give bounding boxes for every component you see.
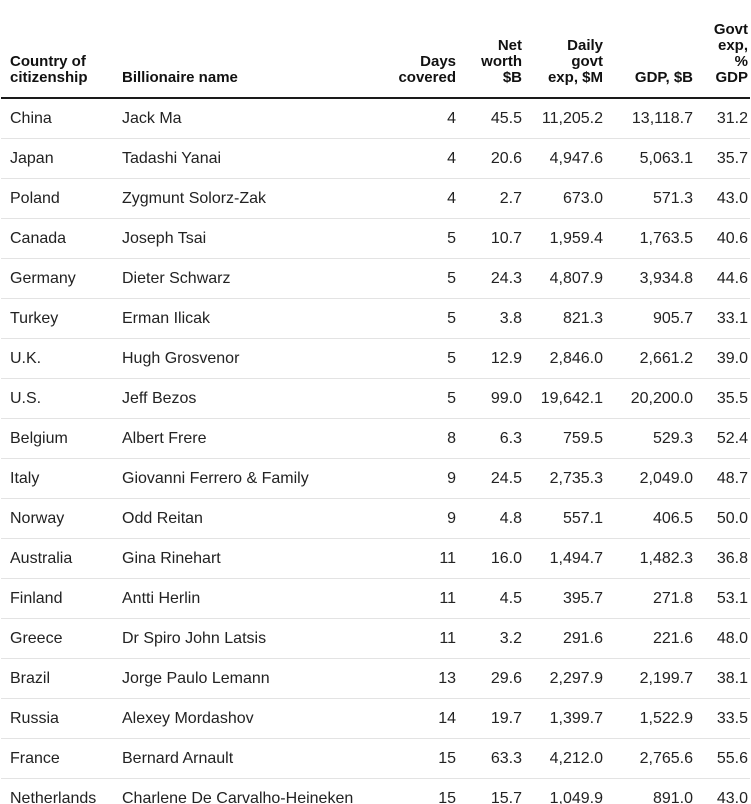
header-row [1, 0, 750, 98]
cell-govt-exp-pct-gdp: 48.0 [697, 619, 750, 659]
cell-govt-exp-pct-gdp: 55.6 [697, 739, 750, 779]
table-row [1, 739, 750, 779]
table-body [1, 98, 750, 804]
cell-billionaire-name: Giovanni Ferrero & Family [113, 459, 386, 499]
cell-govt-exp-pct-gdp: 43.0 [697, 779, 750, 804]
cell-net-worth: 99.0 [460, 379, 526, 419]
header-billionaire-name: Billionaire name [113, 0, 386, 98]
cell-billionaire-name: Hugh Grosvenor [113, 339, 386, 379]
cell-daily-govt-exp: 4,807.9 [526, 259, 607, 299]
cell-country: U.K. [1, 339, 113, 379]
cell-net-worth: 10.7 [460, 219, 526, 259]
table-row [1, 539, 750, 579]
cell-country: Belgium [1, 419, 113, 459]
cell-daily-govt-exp: 2,846.0 [526, 339, 607, 379]
cell-govt-exp-pct-gdp: 44.6 [697, 259, 750, 299]
cell-gdp: 271.8 [607, 579, 697, 619]
cell-gdp: 5,063.1 [607, 139, 697, 179]
cell-net-worth: 24.3 [460, 259, 526, 299]
cell-billionaire-name: Jeff Bezos [113, 379, 386, 419]
cell-country: Japan [1, 139, 113, 179]
cell-govt-exp-pct-gdp: 33.5 [697, 699, 750, 739]
cell-days-covered: 5 [386, 339, 460, 379]
table-row [1, 299, 750, 339]
cell-daily-govt-exp: 4,212.0 [526, 739, 607, 779]
cell-days-covered: 4 [386, 139, 460, 179]
cell-days-covered: 11 [386, 619, 460, 659]
header-country: Country of citizenship [1, 0, 113, 98]
cell-billionaire-name: Joseph Tsai [113, 219, 386, 259]
table-row [1, 179, 750, 219]
header-govt-exp-pct-gdp: Govt exp, % GDP [697, 0, 750, 98]
cell-billionaire-name: Erman Ilicak [113, 299, 386, 339]
cell-govt-exp-pct-gdp: 43.0 [697, 179, 750, 219]
cell-days-covered: 11 [386, 539, 460, 579]
cell-govt-exp-pct-gdp: 33.1 [697, 299, 750, 339]
cell-gdp: 2,199.7 [607, 659, 697, 699]
cell-gdp: 2,661.2 [607, 339, 697, 379]
cell-billionaire-name: Albert Frere [113, 419, 386, 459]
cell-gdp: 891.0 [607, 779, 697, 804]
cell-days-covered: 14 [386, 699, 460, 739]
cell-days-covered: 5 [386, 299, 460, 339]
cell-days-covered: 8 [386, 419, 460, 459]
cell-days-covered: 9 [386, 499, 460, 539]
cell-gdp: 1,482.3 [607, 539, 697, 579]
cell-daily-govt-exp: 1,959.4 [526, 219, 607, 259]
table-row [1, 419, 750, 459]
cell-net-worth: 6.3 [460, 419, 526, 459]
cell-daily-govt-exp: 1,049.9 [526, 779, 607, 804]
cell-net-worth: 4.5 [460, 579, 526, 619]
cell-gdp: 13,118.7 [607, 98, 697, 139]
table-row [1, 579, 750, 619]
cell-country: Turkey [1, 299, 113, 339]
cell-country: Canada [1, 219, 113, 259]
cell-net-worth: 19.7 [460, 699, 526, 739]
cell-gdp: 3,934.8 [607, 259, 697, 299]
cell-net-worth: 2.7 [460, 179, 526, 219]
cell-net-worth: 16.0 [460, 539, 526, 579]
cell-gdp: 20,200.0 [607, 379, 697, 419]
cell-daily-govt-exp: 557.1 [526, 499, 607, 539]
cell-govt-exp-pct-gdp: 35.5 [697, 379, 750, 419]
table-row [1, 699, 750, 739]
cell-daily-govt-exp: 19,642.1 [526, 379, 607, 419]
header-gdp: GDP, $B [607, 0, 697, 98]
cell-country: Greece [1, 619, 113, 659]
cell-daily-govt-exp: 395.7 [526, 579, 607, 619]
cell-days-covered: 5 [386, 379, 460, 419]
table-row [1, 98, 750, 139]
cell-net-worth: 45.5 [460, 98, 526, 139]
cell-country: Russia [1, 699, 113, 739]
cell-daily-govt-exp: 1,494.7 [526, 539, 607, 579]
cell-days-covered: 4 [386, 179, 460, 219]
cell-daily-govt-exp: 1,399.7 [526, 699, 607, 739]
cell-days-covered: 9 [386, 459, 460, 499]
cell-country: Germany [1, 259, 113, 299]
cell-country: Netherlands [1, 779, 113, 804]
cell-days-covered: 15 [386, 739, 460, 779]
cell-net-worth: 63.3 [460, 739, 526, 779]
cell-govt-exp-pct-gdp: 40.6 [697, 219, 750, 259]
cell-daily-govt-exp: 11,205.2 [526, 98, 607, 139]
cell-days-covered: 5 [386, 259, 460, 299]
cell-billionaire-name: Odd Reitan [113, 499, 386, 539]
cell-country: Italy [1, 459, 113, 499]
cell-gdp: 529.3 [607, 419, 697, 459]
cell-country: China [1, 98, 113, 139]
table-row [1, 379, 750, 419]
table-row [1, 259, 750, 299]
cell-net-worth: 3.2 [460, 619, 526, 659]
cell-gdp: 571.3 [607, 179, 697, 219]
billionaire-table [1, 0, 750, 804]
cell-govt-exp-pct-gdp: 36.8 [697, 539, 750, 579]
cell-billionaire-name: Jorge Paulo Lemann [113, 659, 386, 699]
cell-gdp: 1,522.9 [607, 699, 697, 739]
cell-net-worth: 20.6 [460, 139, 526, 179]
cell-billionaire-name: Dr Spiro John Latsis [113, 619, 386, 659]
cell-country: U.S. [1, 379, 113, 419]
table-header [1, 0, 750, 98]
cell-gdp: 2,049.0 [607, 459, 697, 499]
cell-net-worth: 24.5 [460, 459, 526, 499]
cell-daily-govt-exp: 759.5 [526, 419, 607, 459]
cell-net-worth: 29.6 [460, 659, 526, 699]
cell-daily-govt-exp: 2,735.3 [526, 459, 607, 499]
cell-net-worth: 3.8 [460, 299, 526, 339]
cell-govt-exp-pct-gdp: 52.4 [697, 419, 750, 459]
cell-days-covered: 4 [386, 98, 460, 139]
cell-gdp: 1,763.5 [607, 219, 697, 259]
cell-country: Brazil [1, 659, 113, 699]
header-daily-govt-exp: Daily govt exp, $M [526, 0, 607, 98]
table-row [1, 139, 750, 179]
cell-billionaire-name: Dieter Schwarz [113, 259, 386, 299]
cell-daily-govt-exp: 2,297.9 [526, 659, 607, 699]
cell-days-covered: 5 [386, 219, 460, 259]
cell-days-covered: 15 [386, 779, 460, 804]
cell-days-covered: 13 [386, 659, 460, 699]
cell-govt-exp-pct-gdp: 35.7 [697, 139, 750, 179]
cell-country: Poland [1, 179, 113, 219]
cell-billionaire-name: Antti Herlin [113, 579, 386, 619]
cell-billionaire-name: Charlene De Carvalho-Heineken [113, 779, 386, 804]
cell-govt-exp-pct-gdp: 53.1 [697, 579, 750, 619]
table-row [1, 459, 750, 499]
header-days-covered: Days covered [386, 0, 460, 98]
cell-govt-exp-pct-gdp: 38.1 [697, 659, 750, 699]
table-row [1, 499, 750, 539]
cell-govt-exp-pct-gdp: 39.0 [697, 339, 750, 379]
cell-govt-exp-pct-gdp: 31.2 [697, 98, 750, 139]
cell-net-worth: 4.8 [460, 499, 526, 539]
cell-days-covered: 11 [386, 579, 460, 619]
cell-gdp: 905.7 [607, 299, 697, 339]
header-net-worth: Net worth $B [460, 0, 526, 98]
cell-daily-govt-exp: 821.3 [526, 299, 607, 339]
cell-billionaire-name: Gina Rinehart [113, 539, 386, 579]
table-row [1, 779, 750, 804]
cell-country: Norway [1, 499, 113, 539]
table-row [1, 219, 750, 259]
cell-billionaire-name: Tadashi Yanai [113, 139, 386, 179]
cell-gdp: 2,765.6 [607, 739, 697, 779]
cell-country: Finland [1, 579, 113, 619]
cell-billionaire-name: Zygmunt Solorz-Zak [113, 179, 386, 219]
cell-govt-exp-pct-gdp: 48.7 [697, 459, 750, 499]
cell-daily-govt-exp: 291.6 [526, 619, 607, 659]
cell-gdp: 406.5 [607, 499, 697, 539]
cell-net-worth: 15.7 [460, 779, 526, 804]
cell-billionaire-name: Jack Ma [113, 98, 386, 139]
cell-daily-govt-exp: 4,947.6 [526, 139, 607, 179]
cell-gdp: 221.6 [607, 619, 697, 659]
cell-billionaire-name: Bernard Arnault [113, 739, 386, 779]
cell-daily-govt-exp: 673.0 [526, 179, 607, 219]
cell-country: Australia [1, 539, 113, 579]
table-row [1, 339, 750, 379]
cell-net-worth: 12.9 [460, 339, 526, 379]
cell-billionaire-name: Alexey Mordashov [113, 699, 386, 739]
table-row [1, 659, 750, 699]
cell-govt-exp-pct-gdp: 50.0 [697, 499, 750, 539]
cell-country: France [1, 739, 113, 779]
table-row [1, 619, 750, 659]
